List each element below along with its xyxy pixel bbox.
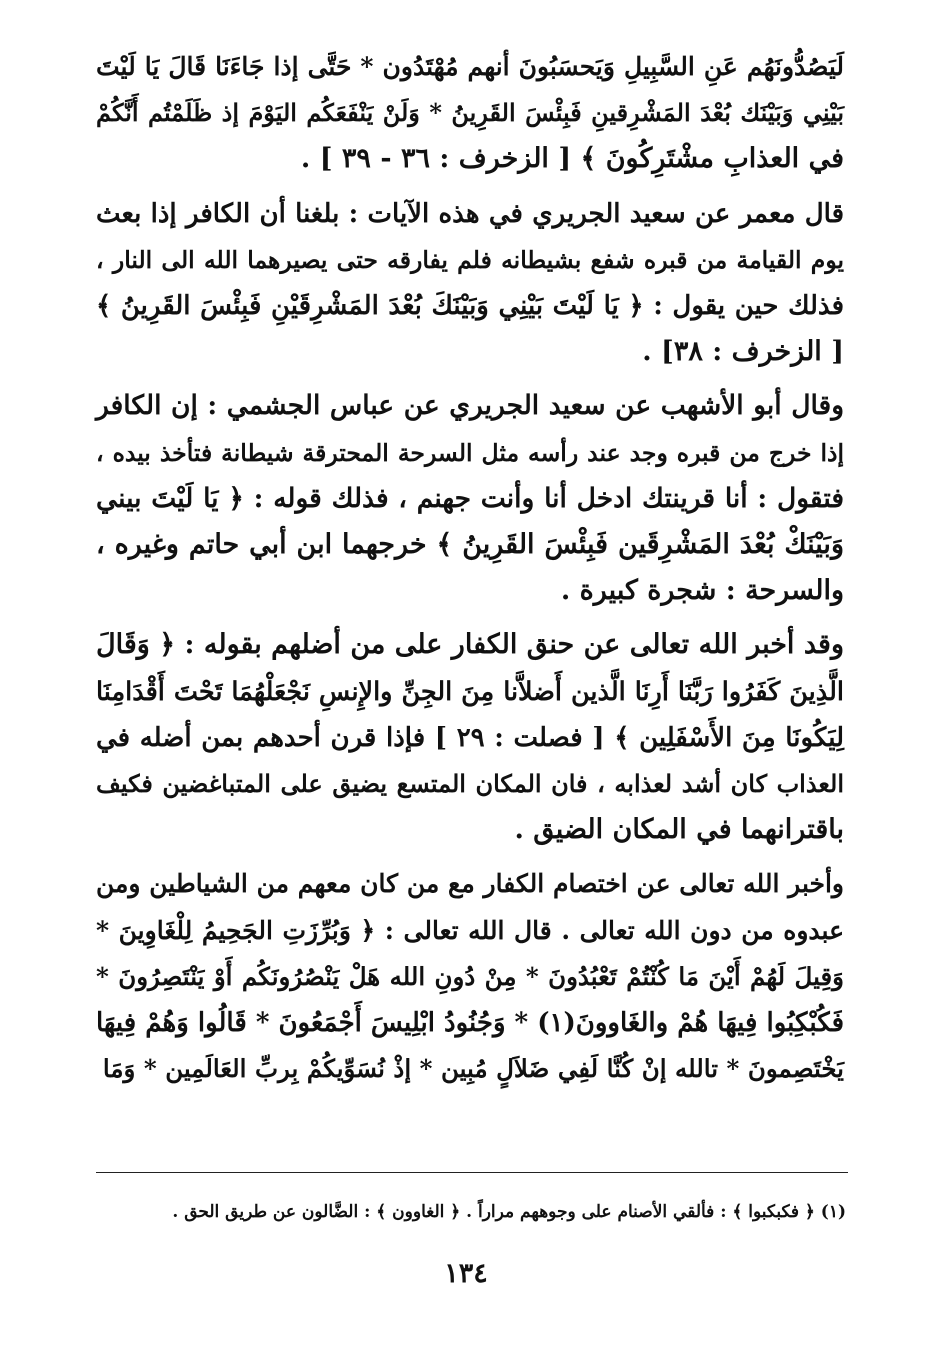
footnote-divider [96,1172,848,1173]
text-line: وقال أبو الأشهب عن سعيد الجريري عن عباس الجشمي : إن الكافر [96,390,844,422]
text-line: وأخبر الله تعالى عن اختصام الكفار مع من كان معهم من الشياطين ومن [96,869,844,899]
text-line: وقد أخبر الله تعالى عن حنق الكفار على من أضلهم بقوله : ﴿ وَقَالَ [96,629,844,661]
text-line: لَيَصُدُّونَهُم عَنِ السَّبِيلِ وَيَحسَبُونَ أنهم مُهْتَدُون * حَتَّى إذا جَاءَنَا قَالَ يَا لَيْتَ [96,52,844,81]
text-line: والسرحة : شجرة كبيرة . [560,575,844,607]
text-line: باقترانهما في المكان الضيق . [514,814,844,846]
paragraph [96,861,844,1092]
text-line: [ الزخرف : ٣٨] . [642,336,844,368]
text-line: عبدوه من دون الله تعالى . قال الله تعالى : ﴿ وَبُرِّزَتِ الجَحِيمُ لِلْغَاوِينَ * [96,915,844,945]
paragraph [96,622,844,853]
page-number: ١٣٤ [444,1258,488,1289]
paragraph [96,383,844,614]
text-line: يَخْتَصِمونَ * تالله إنْ كُنَّا لَفِي ضَلاَلٍ مُبِين * إذْ نُسَوِّيكُمْ بِربِّ العَالَمِين * وَمَا [102,1054,844,1084]
text-line: العذاب كان أشد لعذابه ، فان المكان المتسع يضيق على المتباغضين فكيف [96,769,844,799]
paragraph [96,191,844,376]
footnote: (١) ﴿ فكبكبوا ﴾ : فألقي الأصنام على وجوههم مراراً . ﴿ الغاوون ﴾ : الضَّالون عن طريق الحق . [172,1202,846,1222]
text-line: بَيْنِي وَبَيْنَك بُعْدَ المَشْرِقينِ فَبِئْسَ القَرِينُ * وَلَنْ يَنْفَعَكُم اليَوْمَ إذ ظَلَمْتُم أَنَّكُمْ [96,98,844,128]
text-line: لِيَكُونَا مِنَ الأَسْفَلِين ﴾ [ فصلت : ٢٩ ] فإذا قرن أحدهم بمن أضله في [96,722,844,753]
text-line: وَقِيلَ لَهُمْ أَيْنَ مَا كُنْتُمْ تَعْبُدُونَ * مِنْ دُونِ الله هَلْ يَنْصُرُونَكُم أَوْ يَنْتَصِرُونَ * [96,961,844,991]
text-line: قال معمر عن سعيد الجريري في هذه الآيات : بلغنا أن الكافر إذا بعث [96,198,844,229]
text-line: يوم القيامة من قبره شفع بشيطانه فلم يفارقه حتى يصيرهما الله الى النار ، [96,245,844,274]
text-line: الَّذِينَ كَفَرُوا رَبَّنَا أَرِنَا الَّذين أَضلاَّنا مِنَ الجِنِّ والإِنسِ نَجْعَلْهُمَا تَحْتَ أَقْدَامِنَا [96,676,844,707]
text-line: في العذابِ مشْتَرِكُونَ ﴾ [ الزخرف : ٣٦ - ٣٩ ] . [300,143,844,175]
main-text [96,44,844,1100]
text-line: فَكُبْكِبُوا فِيهَا هُمْ والغَاوونَ(١) * وَجُنُودُ ابْلِيسَ أَجْمَعُونَ * قَالُوا وَهُمْ فِيهَا [95,1008,844,1039]
text-line: فتقول : أنا قرينتك ادخل أنا وأنت جهنم ، فذلك قوله : ﴿ يَا لَيْتَ بيني [96,482,844,514]
text-line: فذلك حين يقول : ﴿ يَا لَيْتَ بَيْنِي وَبَيْنَكَ بُعْدَ المَشْرِقَيْنِ فَبِئْسَ القَرِينُ ﴾ [96,291,844,322]
paragraph [96,44,844,183]
text-line: وَبَيْنَكْ بُعْدَ المَشْرِقَين فَبِئْسَ القَرِينُ ﴾ خرجهما ابن أبي حاتم وغيره ، [96,529,844,561]
text-line: إذا خرج من قبره وجد عند رأسه مثل السرحة المحترقة شيطانة فتأخذ بيده ، [96,438,844,467]
